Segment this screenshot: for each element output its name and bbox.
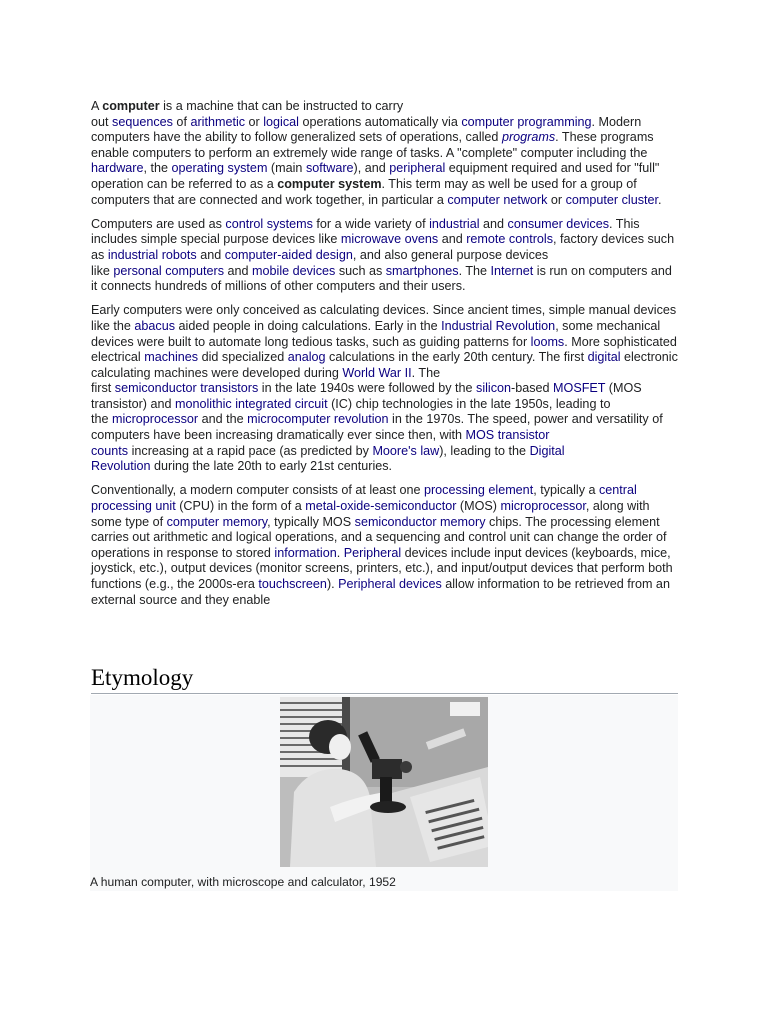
- text-run: or: [547, 192, 566, 207]
- wiki-link[interactable]: consumer devices: [507, 216, 610, 231]
- wiki-link[interactable]: computer network: [447, 192, 548, 207]
- text-run: .: [336, 545, 344, 560]
- text-run: , typically a: [533, 483, 599, 498]
- text-run: and: [196, 247, 225, 262]
- human-computer-photo[interactable]: [280, 697, 488, 867]
- text-run: . Modern computers have the ability to follow generalized sets of operations, called: [91, 114, 642, 145]
- text-run: . The: [458, 263, 491, 278]
- text-run: and the: [198, 412, 248, 427]
- wiki-link[interactable]: computer-aided design: [224, 247, 353, 262]
- text-run: devices include input devices (keyboards, mice, joystick, etc.), output devices (monitor screens, printers, etc.), and input/output devices that perform both functions (e.g., the 2000s-era: [91, 545, 673, 591]
- text-run: and: [438, 232, 467, 247]
- wiki-link[interactable]: information: [274, 545, 337, 560]
- text-run: did specialized: [198, 350, 288, 365]
- wiki-link[interactable]: logical: [263, 114, 299, 129]
- bold-term: computer system: [277, 176, 382, 191]
- text-run: ).: [326, 577, 339, 591]
- figure-human-computer: [90, 695, 678, 891]
- wiki-link[interactable]: semiconductor transistors: [114, 381, 259, 396]
- text-run: for a wide variety of: [312, 216, 430, 231]
- paragraph: [91, 303, 679, 475]
- text-run: operations automatically via: [298, 114, 462, 129]
- text-run: the: [91, 412, 113, 427]
- text-run: during the late 20th to early 21st centuries.: [150, 459, 393, 474]
- text-run: (IC) chip technologies in the late 1950s, leading to: [327, 396, 611, 411]
- wiki-link[interactable]: Moore's law: [372, 443, 440, 458]
- wiki-link[interactable]: Digital: [529, 443, 565, 458]
- text-run: equipment required and used for "full" operation can be referred to as a: [91, 161, 660, 191]
- wiki-link[interactable]: sequences: [112, 114, 173, 129]
- text-run: Conventionally, a modern computer consists of at least one: [91, 483, 424, 498]
- text-run: is a machine that can be instructed to carry: [159, 99, 404, 113]
- text-run: , the: [143, 161, 172, 176]
- wiki-link[interactable]: touchscreen: [258, 577, 327, 591]
- text-run: (MOS): [456, 499, 501, 514]
- bold-term: computer: [102, 99, 160, 113]
- text-run: out: [91, 114, 113, 129]
- section-heading-etymology: Etymology: [91, 664, 678, 694]
- text-run: or: [245, 114, 264, 129]
- text-run: Early computers were only conceived as calculating devices. Since ancient times, simple manual devices like the: [91, 303, 677, 333]
- text-run: first: [91, 381, 115, 396]
- text-run: such as: [335, 263, 386, 278]
- paragraph: [91, 99, 679, 208]
- article-body: [91, 99, 679, 617]
- wiki-link[interactable]: monolithic integrated circuit: [175, 396, 328, 411]
- wiki-link[interactable]: smartphones: [385, 263, 459, 278]
- wiki-link[interactable]: silicon: [476, 381, 512, 396]
- figure-caption: A human computer, with microscope and calculator, 1952: [90, 875, 396, 889]
- wiki-link[interactable]: analog: [287, 350, 326, 365]
- text-run: . This includes simple special purpose devices like: [91, 216, 640, 247]
- text-run: . More sophisticated electrical: [91, 334, 677, 365]
- wiki-link[interactable]: Peripheral devices: [338, 577, 442, 591]
- wiki-link[interactable]: abacus: [134, 318, 176, 333]
- wiki-link[interactable]: Peripheral: [343, 545, 402, 560]
- wiki-link[interactable]: peripheral: [389, 161, 446, 176]
- wiki-link[interactable]: Internet: [490, 263, 534, 278]
- text-run: , factory devices such as: [91, 232, 675, 262]
- text-run: like: [91, 263, 114, 278]
- wiki-link[interactable]: microprocessor: [500, 499, 586, 514]
- wiki-link[interactable]: microprocessor: [112, 412, 199, 427]
- wiki-link[interactable]: programs: [501, 130, 556, 145]
- text-run: , typically MOS: [267, 514, 355, 529]
- wiki-link[interactable]: semiconductor memory: [354, 514, 486, 529]
- wiki-link[interactable]: control systems: [225, 216, 313, 231]
- text-run: .: [658, 192, 662, 207]
- wiki-link[interactable]: Revolution: [91, 459, 151, 474]
- text-run: in the late 1940s were followed by the: [258, 381, 477, 396]
- wiki-link[interactable]: computer programming: [461, 114, 592, 129]
- text-run: Computers are used as: [91, 216, 226, 231]
- text-run: increasing at a rapid pace (as predicted by: [128, 443, 373, 458]
- text-run: , along with some type of: [91, 499, 650, 529]
- wiki-link[interactable]: machines: [144, 350, 199, 365]
- wiki-link[interactable]: Industrial Revolution: [441, 318, 556, 333]
- text-run: (main: [267, 161, 306, 176]
- wiki-link[interactable]: metal-oxide-semiconductor: [305, 499, 457, 514]
- text-run: ), leading to the: [439, 443, 530, 458]
- text-run: . This term may as well be used for a group of computers that are connected and work together, in particular a: [91, 176, 637, 207]
- wiki-link[interactable]: personal computers: [113, 263, 225, 278]
- wiki-link[interactable]: central processing unit: [91, 483, 637, 514]
- wiki-link[interactable]: operating system: [171, 161, 268, 176]
- wiki-link[interactable]: processing element: [423, 483, 534, 498]
- paragraph: [91, 217, 679, 295]
- wiki-link[interactable]: counts: [91, 443, 129, 458]
- text-run: . These programs enable computers to perform an extremely wide range of tasks. A "complete" computer including the: [91, 130, 654, 160]
- text-run: electronic calculating machines were developed during: [91, 350, 678, 380]
- text-run: allow information to be retrieved from an external source and they enable: [91, 577, 670, 607]
- wiki-link[interactable]: hardware: [91, 161, 144, 176]
- wiki-link[interactable]: microcomputer revolution: [247, 412, 389, 427]
- text-run: calculations in the early 20th century. The first: [325, 350, 588, 365]
- text-run: (MOS transistor) and: [91, 381, 642, 411]
- text-run: of: [172, 114, 191, 129]
- wiki-link[interactable]: digital: [587, 350, 621, 365]
- text-run: aided people in doing calculations. Early in the: [175, 318, 442, 333]
- text-run: , some mechanical devices were built to automate long tedious tasks, such as guiding patterns for: [91, 318, 661, 349]
- text-run: ), and: [353, 161, 390, 176]
- wiki-link[interactable]: MOS transistor: [465, 428, 550, 443]
- text-run: A: [91, 99, 103, 113]
- wiki-link[interactable]: computer memory: [166, 514, 268, 529]
- wiki-link[interactable]: looms: [530, 334, 565, 349]
- text-run: , and also general purpose devices: [352, 247, 549, 262]
- wiki-link[interactable]: mobile devices: [252, 263, 336, 278]
- wiki-link[interactable]: MOSFET: [553, 381, 606, 396]
- text-run: chips. The processing element carries out arithmetic and logical operations, and a sequencing and control unit can change the order of operations in response to stored: [91, 514, 667, 560]
- wiki-link[interactable]: industrial robots: [107, 247, 197, 262]
- text-run: and: [224, 263, 253, 278]
- text-run: (CPU) in the form of a: [175, 499, 306, 514]
- wiki-link[interactable]: microwave ovens: [340, 232, 439, 247]
- text-run: . The: [411, 365, 441, 380]
- text-run: -based: [511, 381, 554, 396]
- text-run: in the 1970s. The speed, power and versatility of computers have been increasing dramatically ever since then, with: [91, 412, 663, 443]
- wiki-link[interactable]: software: [305, 161, 354, 176]
- wiki-link[interactable]: World War II: [342, 365, 412, 380]
- wiki-link[interactable]: arithmetic: [190, 114, 246, 129]
- paragraph: [91, 483, 679, 608]
- text-run: is run on computers and it connects hundreds of millions of other computers and their users.: [91, 263, 672, 294]
- wiki-link[interactable]: remote controls: [466, 232, 554, 247]
- wiki-link[interactable]: computer cluster: [565, 192, 659, 207]
- text-run: and: [479, 216, 508, 231]
- wiki-link[interactable]: industrial: [429, 216, 480, 231]
